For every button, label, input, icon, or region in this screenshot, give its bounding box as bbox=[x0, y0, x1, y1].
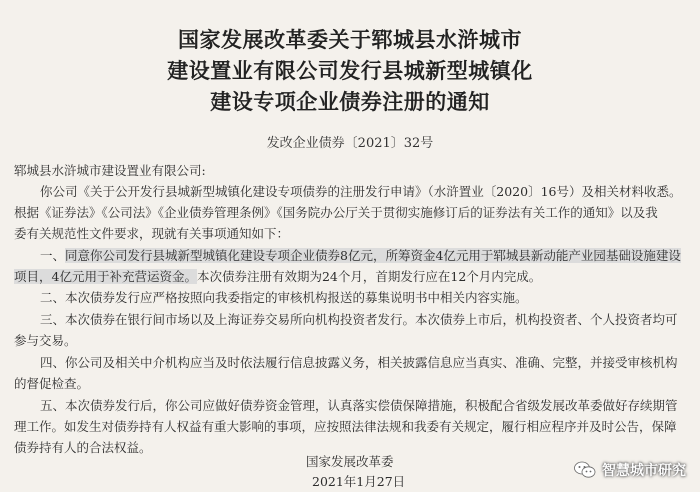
item-3-line-1: 三、本次债券在银行间市场以及上海证券交易所向机构投资者发行。本次债券上市后，机构投资者、个人投资者均可 bbox=[40, 312, 678, 327]
title-line-3: 建设专项企业债券注册的通知 bbox=[210, 90, 490, 114]
watermark-text: 智慧城市研究 bbox=[602, 463, 686, 479]
item-1-highlight-2: 项目，4亿元用于补充营运资金。 bbox=[14, 269, 197, 284]
signature: 国家发展改革委 bbox=[306, 454, 394, 469]
item-2: 二、本次债券发行应严格按照向我委指定的审核机构报送的募集说明书中相关内容实施。 bbox=[40, 290, 528, 305]
document-number: 发改企业债券〔2021〕32号 bbox=[266, 136, 434, 151]
item-1-line-2 bbox=[14, 266, 686, 288]
watermark bbox=[574, 460, 686, 480]
item-4-line-2: 的督促检查。 bbox=[14, 376, 90, 391]
date: 2021年1月27日 bbox=[312, 474, 406, 489]
item-1-line-1 bbox=[40, 245, 700, 267]
item-4-line-1: 四、你公司及相关中介机构应当及时依法履行信息披露义务，相关披露信息应当真实、准确、完整，并接受审核机构 bbox=[40, 355, 678, 370]
intro-line-1: 你公司《关于公开发行县城新型城镇化建设专项债券的注册发行申请》（水浒置业〔2020〕16号）及相关材料收悉。 bbox=[40, 184, 682, 199]
item-5-line-1: 五、本次债券发行后，你公司应做好债券资金管理，认真落实偿债保障措施，积极配合省级发展改革委做好存续期管 bbox=[40, 398, 678, 413]
wechat-icon bbox=[574, 461, 596, 479]
item-1-highlight-1: 同意你公司发行县城新型城镇化建设专项企业债券8亿元，所筹资金4亿元用于郓城县新动能产业园基础设施建设 bbox=[65, 248, 681, 263]
item-3-line-2: 参与交易。 bbox=[14, 333, 77, 348]
item-5-line-3: 债券持有人的合法权益。 bbox=[14, 440, 152, 455]
title-line-1: 国家发展改革委关于郓城县水浒城市 bbox=[178, 28, 522, 52]
salutation: 郓城县水浒城市建设置业有限公司: bbox=[14, 163, 206, 178]
intro-line-2: 根据《证券法》《公司法》《企业债券管理条例》《国务院办公厅关于贯彻实施修订后的证券法有关工作的通知》以及我 bbox=[14, 205, 658, 220]
item-5-line-2: 理工作。如发生对债券持有人权益有重大影响的事项，应按照法律法规和我委有关规定，履行相应程序并及时公告，保障 bbox=[14, 419, 677, 434]
intro-line-3: 委有关规范性文件要求，现就有关事项通知如下： bbox=[14, 226, 290, 241]
item-1-rest: 本次债券注册有效期为24个月，首期发行应在12个月内完成。 bbox=[196, 269, 542, 284]
item-1-number: 一、 bbox=[40, 248, 66, 263]
title-line-2: 建设置业有限公司发行县城新型城镇化 bbox=[167, 59, 533, 83]
